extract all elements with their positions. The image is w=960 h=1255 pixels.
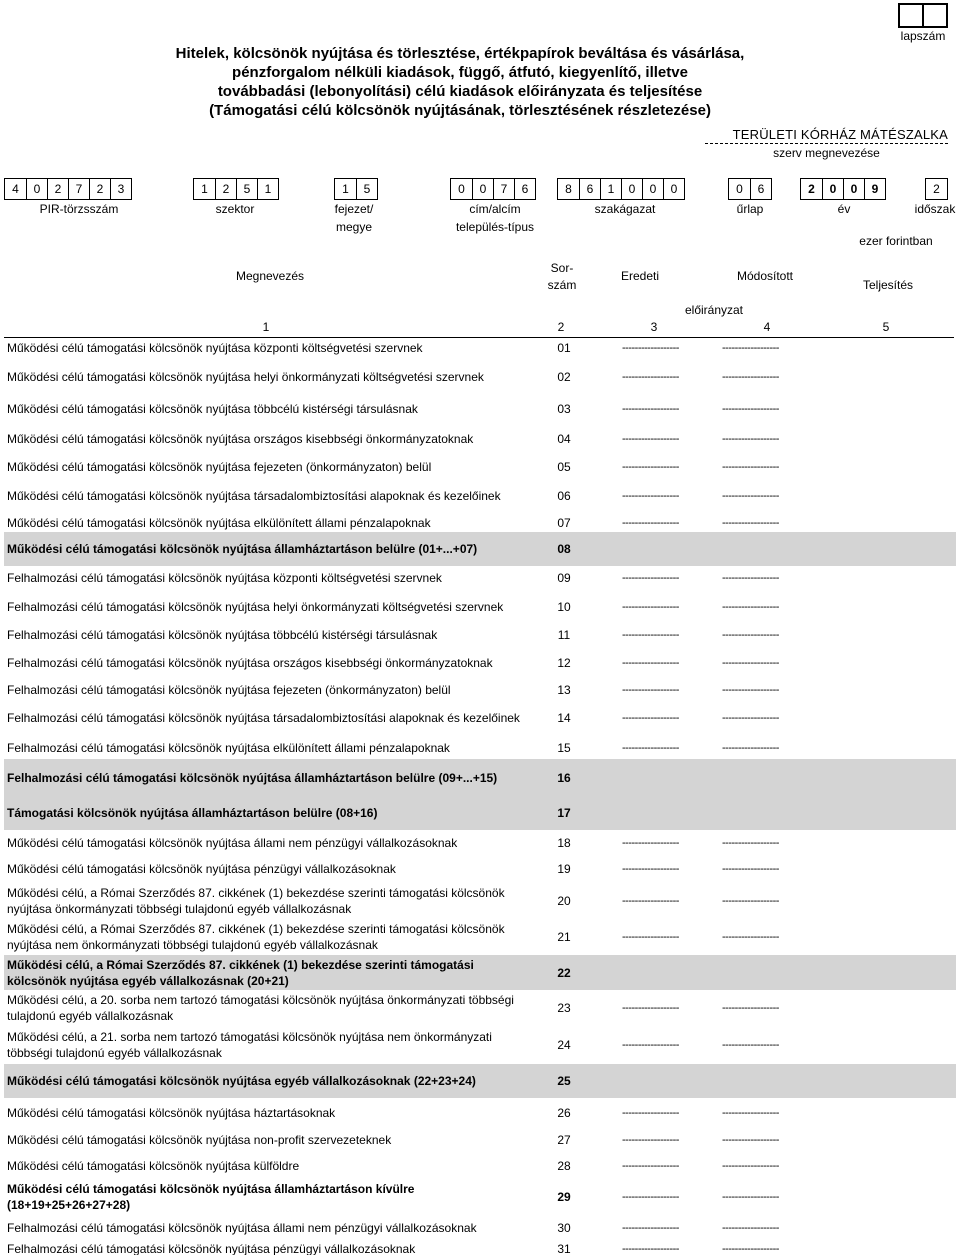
table-row bbox=[4, 990, 956, 1026]
table-row bbox=[4, 396, 956, 422]
modositott-value: ------------------ bbox=[722, 1133, 779, 1146]
column-number-4: 4 bbox=[763, 320, 771, 334]
table-row bbox=[4, 830, 956, 855]
modositott-value: ------------------ bbox=[722, 342, 779, 354]
modositott-value: ------------------ bbox=[722, 432, 779, 445]
column-number-2: 2 bbox=[557, 320, 565, 334]
table-row bbox=[4, 1240, 956, 1255]
code-label-idoszak: időszak bbox=[914, 202, 956, 216]
row-label: Működési célú támogatási kölcsönök nyújtása külföldre bbox=[7, 1158, 300, 1173]
row-number: 17 bbox=[557, 806, 571, 820]
code-label-pir: PIR-törzsszám bbox=[39, 202, 119, 216]
row-label: Felhalmozási célú támogatási kölcsönök nyújtása országos kisebbségi önkormányzatoknak bbox=[7, 655, 493, 670]
eredeti-value: ------------------ bbox=[622, 894, 679, 907]
eredeti-value: ------------------ bbox=[622, 601, 679, 613]
title-line-4: (Támogatási célú kölcsönök nyújtásának, törlesztésének részletezése) bbox=[209, 102, 711, 119]
code-group-fejezet bbox=[334, 178, 378, 200]
title-line-3: továbbadási (lebonyolítási) célú kiadások előirányzata és teljesítése bbox=[217, 83, 703, 100]
table-row bbox=[4, 513, 956, 532]
code-label-fejezet: fejezet/ megye bbox=[334, 202, 374, 234]
row-number: 14 bbox=[557, 711, 571, 725]
code-group-urlap bbox=[728, 178, 772, 200]
code-digit: 0 bbox=[843, 179, 864, 199]
modositott-value: ------------------ bbox=[722, 894, 779, 907]
row-number: 05 bbox=[557, 459, 571, 474]
table-row bbox=[4, 358, 956, 396]
table-row bbox=[4, 644, 956, 681]
row-number: 02 bbox=[557, 370, 571, 384]
row-number: 22 bbox=[557, 965, 571, 980]
eredeti-value: ------------------ bbox=[622, 432, 679, 445]
row-number: 01 bbox=[557, 341, 571, 355]
modositott-value: ------------------ bbox=[722, 489, 779, 502]
code-label-urlap: űrlap bbox=[736, 202, 764, 216]
eredeti-value: ------------------ bbox=[622, 371, 679, 383]
row-number: 25 bbox=[557, 1074, 571, 1088]
row-number: 20 bbox=[557, 893, 571, 908]
table-row bbox=[4, 759, 956, 796]
row-label: Felhalmozási célú támogatási kölcsönök nyújtása államháztartáson belülre (09+...+15) bbox=[7, 770, 498, 785]
row-number: 28 bbox=[557, 1158, 571, 1173]
code-label-cim: cím/alcím település-típus bbox=[455, 202, 535, 234]
table-row bbox=[4, 478, 956, 513]
column-number-1: 1 bbox=[262, 320, 270, 334]
table-row bbox=[4, 532, 956, 566]
code-digit: 0 bbox=[642, 179, 663, 199]
row-number: 06 bbox=[557, 488, 571, 503]
row-number: 19 bbox=[557, 861, 571, 876]
table-row bbox=[4, 1179, 956, 1215]
lapszam-label: lapszám bbox=[900, 29, 946, 43]
title-line-1: Hitelek, kölcsönök nyújtása és törlesztése, értékpapírok beváltása és vásárlása, bbox=[175, 45, 745, 62]
eredeti-value: ------------------ bbox=[622, 1159, 679, 1172]
code-digit: 8 bbox=[565, 182, 572, 196]
row-number: 21 bbox=[557, 930, 571, 944]
row-label: Működési célú támogatási kölcsönök nyújtása non-profit szervezeteknek bbox=[7, 1132, 392, 1147]
title-line-2: pénzforgalom nélküli kiadások, függő, átfutó, kiegyenlítő, illetve bbox=[232, 64, 688, 81]
table-row bbox=[4, 338, 956, 358]
row-label: Felhalmozási célú támogatási kölcsönök nyújtása elkülönített állami pénzalapoknak bbox=[7, 741, 450, 755]
row-number: 16 bbox=[557, 770, 571, 785]
code-digit: 0 bbox=[26, 179, 47, 199]
eredeti-value: ------------------ bbox=[622, 712, 679, 724]
organization-name: TERÜLETI KÓRHÁZ MÁTÉSZALKA bbox=[705, 127, 948, 144]
code-digit: 0 bbox=[736, 182, 743, 196]
code-label-szektor: szektor bbox=[215, 202, 255, 216]
row-number: 30 bbox=[557, 1220, 571, 1235]
modositott-value: ------------------ bbox=[722, 862, 779, 875]
modositott-value: ------------------ bbox=[722, 742, 779, 754]
code-digit: 2 bbox=[808, 182, 815, 196]
row-number: 26 bbox=[557, 1105, 571, 1120]
row-label: Felhalmozási célú támogatási kölcsönök nyújtása társadalombiztosítási alapoknak és kezelőinek bbox=[7, 711, 520, 725]
page-title bbox=[160, 44, 760, 120]
eredeti-value: ------------------ bbox=[622, 516, 679, 529]
code-group-ev bbox=[800, 178, 886, 200]
table-row bbox=[4, 1152, 956, 1179]
header-eloiranyzat: előirányzat bbox=[684, 303, 744, 317]
row-number: 08 bbox=[557, 542, 571, 556]
code-digit: 5 bbox=[236, 179, 257, 199]
row-label: Működési célú támogatási kölcsönök nyújtása központi költségvetési szervnek bbox=[7, 341, 423, 355]
eredeti-value: ------------------ bbox=[622, 742, 679, 754]
row-number: 04 bbox=[557, 431, 571, 446]
modositott-value: ------------------ bbox=[722, 836, 779, 849]
row-number: 29 bbox=[557, 1190, 571, 1204]
row-label: Felhalmozási célú támogatási kölcsönök nyújtása többcélú kistérségi társulásnak bbox=[7, 627, 438, 642]
eredeti-value: ------------------ bbox=[622, 1133, 679, 1146]
table-row bbox=[4, 737, 956, 759]
table-row bbox=[4, 855, 956, 882]
row-label: Működési célú támogatási kölcsönök nyújtása társadalombiztosítási alapoknak és kezelőinek bbox=[7, 488, 501, 503]
modositott-value: ------------------ bbox=[722, 571, 779, 584]
table-row bbox=[4, 455, 956, 478]
row-number: 18 bbox=[557, 835, 571, 850]
code-digit: 0 bbox=[621, 179, 642, 199]
modositott-value: ------------------ bbox=[722, 1191, 779, 1203]
row-label: Működési célú, a 20. sorba nem tartozó támogatási kölcsönök nyújtása önkormányzati többségi tulajdonú egyéb vállalkozásnak bbox=[7, 993, 514, 1023]
lapszam-digit-2 bbox=[922, 5, 946, 26]
table-row bbox=[4, 681, 956, 699]
row-label: Működési célú, a Római Szerződés 87. cikkének (1) bekezdése szerinti támogatási kölcsönök nyújtása egyéb vállalkozásnak (20+21) bbox=[7, 957, 474, 988]
table-row bbox=[4, 699, 956, 737]
code-digit: 7 bbox=[493, 179, 514, 199]
code-digit: 0 bbox=[663, 179, 684, 199]
code-digit: 1 bbox=[342, 182, 349, 196]
modositott-value: ------------------ bbox=[722, 1221, 779, 1234]
modositott-value: ------------------ bbox=[722, 371, 779, 383]
row-number: 24 bbox=[557, 1038, 571, 1052]
column-number-3: 3 bbox=[650, 320, 658, 334]
row-number: 31 bbox=[557, 1241, 571, 1255]
row-label: Működési célú támogatási kölcsönök nyújtása állami nem pénzügyi vállalkozásoknak bbox=[7, 835, 458, 850]
code-digit: 2 bbox=[89, 179, 110, 199]
code-digit: 3 bbox=[110, 179, 131, 199]
table-row bbox=[4, 955, 956, 990]
code-digit: 2 bbox=[47, 179, 68, 199]
eredeti-value: ------------------ bbox=[622, 1191, 679, 1203]
modositott-value: ------------------ bbox=[722, 628, 779, 641]
row-number: 27 bbox=[557, 1132, 571, 1147]
row-label: Felhalmozási célú támogatási kölcsönök nyújtása központi költségvetési szervnek bbox=[7, 570, 442, 585]
eredeti-value: ------------------ bbox=[622, 460, 679, 473]
header-megnevezes: Megnevezés bbox=[235, 269, 305, 283]
modositott-value: ------------------ bbox=[722, 601, 779, 613]
code-group-szakagazat bbox=[557, 178, 685, 200]
modositott-value: ------------------ bbox=[722, 931, 779, 943]
row-number: 12 bbox=[557, 655, 571, 670]
header-modositott: Módosított bbox=[736, 269, 794, 283]
row-label: Működési célú támogatási kölcsönök nyújtása államháztartáson belülre (01+...+07) bbox=[7, 542, 478, 556]
code-digit: 7 bbox=[68, 179, 89, 199]
modositott-value: ------------------ bbox=[722, 403, 779, 415]
unit-label: ezer forintban bbox=[859, 234, 933, 248]
row-label: Működési célú támogatási kölcsönök nyújtása háztartásoknak bbox=[7, 1105, 336, 1120]
row-number: 15 bbox=[557, 741, 571, 755]
table-row bbox=[4, 796, 956, 830]
modositott-value: ------------------ bbox=[722, 712, 779, 724]
header-teljesites: Teljesítés bbox=[862, 278, 914, 292]
column-number-5: 5 bbox=[882, 320, 890, 334]
row-label: Működési célú támogatási kölcsönök nyújtása helyi önkormányzati költségvetési szervnek bbox=[7, 370, 484, 384]
eredeti-value: ------------------ bbox=[622, 571, 679, 584]
row-number: 07 bbox=[557, 515, 571, 530]
row-label: Felhalmozási célú támogatási kölcsönök nyújtása fejezeten (önkormányzaton) belül bbox=[7, 683, 451, 697]
code-digit: 9 bbox=[864, 179, 885, 199]
row-label: Felhalmozási célú támogatási kölcsönök nyújtása pénzügyi vállalkozásoknak bbox=[7, 1241, 416, 1255]
eredeti-value: ------------------ bbox=[622, 1002, 679, 1014]
code-digit: 0 bbox=[822, 179, 843, 199]
eredeti-value: ------------------ bbox=[622, 489, 679, 502]
code-label-szakagazat: szakágazat bbox=[594, 202, 656, 216]
eredeti-value: ------------------ bbox=[622, 628, 679, 641]
modositott-value: ------------------ bbox=[722, 516, 779, 529]
code-digit: 2 bbox=[933, 182, 940, 196]
row-label: Támogatási kölcsönök nyújtása államháztartáson belülre (08+16) bbox=[7, 806, 378, 820]
table-row bbox=[4, 625, 956, 644]
code-digit: 1 bbox=[257, 179, 278, 199]
code-label-ev: év bbox=[837, 202, 851, 216]
row-label: Felhalmozási célú támogatási kölcsönök nyújtása állami nem pénzügyi vállalkozásoknak bbox=[7, 1220, 477, 1235]
modositott-value: ------------------ bbox=[722, 1106, 779, 1119]
modositott-value: ------------------ bbox=[722, 1039, 779, 1051]
code-group-idoszak bbox=[925, 178, 948, 200]
row-number: 09 bbox=[557, 570, 571, 585]
code-boxes bbox=[0, 178, 960, 234]
row-label: Működési célú támogatási kölcsönök nyújtása egyéb vállalkozásoknak (22+23+24) bbox=[7, 1074, 476, 1088]
code-digit: 6 bbox=[579, 179, 600, 199]
eredeti-value: ------------------ bbox=[622, 656, 679, 669]
table-row bbox=[4, 1215, 956, 1240]
eredeti-value: ------------------ bbox=[622, 931, 679, 943]
row-label: Működési célú támogatási kölcsönök nyújtása országos kisebbségi önkormányzatoknak bbox=[7, 431, 474, 446]
table-row bbox=[4, 589, 956, 625]
eredeti-value: ------------------ bbox=[622, 1221, 679, 1234]
code-digit: 4 bbox=[12, 182, 19, 196]
table-row bbox=[4, 1098, 956, 1127]
row-label: Működési célú támogatási kölcsönök nyújtása elkülönített állami pénzalapoknak bbox=[7, 515, 431, 530]
organization-label: szerv megnevezése bbox=[773, 146, 880, 160]
modositott-value: ------------------ bbox=[722, 656, 779, 669]
code-digit: 1 bbox=[600, 179, 621, 199]
code-digit: 1 bbox=[201, 182, 208, 196]
table-row bbox=[4, 566, 956, 589]
eredeti-value: ------------------ bbox=[622, 862, 679, 875]
eredeti-value: ------------------ bbox=[622, 1242, 679, 1255]
eredeti-value: ------------------ bbox=[622, 836, 679, 849]
code-group-szektor bbox=[193, 178, 279, 200]
code-digit: 2 bbox=[215, 179, 236, 199]
table-row bbox=[4, 1026, 956, 1064]
row-label: Működési célú, a Római Szerződés 87. cikkének (1) bekezdése szerinti támogatási kölcsönök nyújtása önkormányzati többségi tulajdonú egyéb vállalkozásnak bbox=[7, 885, 505, 916]
lapszam-box bbox=[898, 3, 948, 28]
row-label: Működési célú, a 21. sorba nem tartozó támogatási kölcsönök nyújtása nem önkormányzati többségi tulajdonú egyéb vállalkozásnak bbox=[7, 1030, 492, 1060]
table-row bbox=[4, 422, 956, 455]
row-number: 23 bbox=[557, 1001, 571, 1015]
code-digit: 6 bbox=[514, 179, 535, 199]
table-row bbox=[4, 1064, 956, 1098]
code-digit: 6 bbox=[750, 179, 771, 199]
row-number: 11 bbox=[557, 627, 571, 642]
lapszam-digit-1 bbox=[900, 5, 922, 26]
table-row bbox=[4, 882, 956, 919]
row-label: Működési célú, a Római Szerződés 87. cikkének (1) bekezdése szerinti támogatási kölcsönök nyújtása nem önkormányzati többségi tulajdonú egyéb vállalkozásnak bbox=[7, 922, 505, 952]
header-sorszam: Sor- szám bbox=[547, 261, 577, 292]
code-digit: 0 bbox=[458, 182, 465, 196]
eredeti-value: ------------------ bbox=[622, 403, 679, 415]
eredeti-value: ------------------ bbox=[622, 1039, 679, 1051]
table-row bbox=[4, 1127, 956, 1152]
row-label: Működési célú támogatási kölcsönök nyújtása többcélú kistérségi társulásnak bbox=[7, 402, 418, 416]
row-number: 13 bbox=[557, 683, 571, 697]
row-number: 03 bbox=[557, 402, 571, 416]
eredeti-value: ------------------ bbox=[622, 684, 679, 696]
code-digit: 0 bbox=[472, 179, 493, 199]
row-number: 10 bbox=[557, 600, 571, 614]
row-label: Működési célú támogatási kölcsönök nyújtása pénzügyi vállalkozásoknak bbox=[7, 861, 396, 876]
modositott-value: ------------------ bbox=[722, 460, 779, 473]
row-label: Felhalmozási célú támogatási kölcsönök nyújtása helyi önkormányzati költségvetési szervnek bbox=[7, 600, 504, 614]
code-group-pir bbox=[4, 178, 132, 200]
row-label: Működési célú támogatási kölcsönök nyújtása fejezeten (önkormányzaton) belül bbox=[7, 459, 432, 474]
modositott-value: ------------------ bbox=[722, 684, 779, 696]
modositott-value: ------------------ bbox=[722, 1002, 779, 1014]
modositott-value: ------------------ bbox=[722, 1242, 779, 1255]
modositott-value: ------------------ bbox=[722, 1159, 779, 1172]
eredeti-value: ------------------ bbox=[622, 1106, 679, 1119]
row-label: Működési célú támogatási kölcsönök nyújtása államháztartáson kívülre (18+19+25+26+27+28) bbox=[7, 1182, 415, 1212]
code-digit: 5 bbox=[356, 179, 377, 199]
code-group-cim bbox=[450, 178, 536, 200]
eredeti-value: ------------------ bbox=[622, 342, 679, 354]
header-eredeti: Eredeti bbox=[620, 269, 660, 283]
table-row bbox=[4, 919, 956, 955]
